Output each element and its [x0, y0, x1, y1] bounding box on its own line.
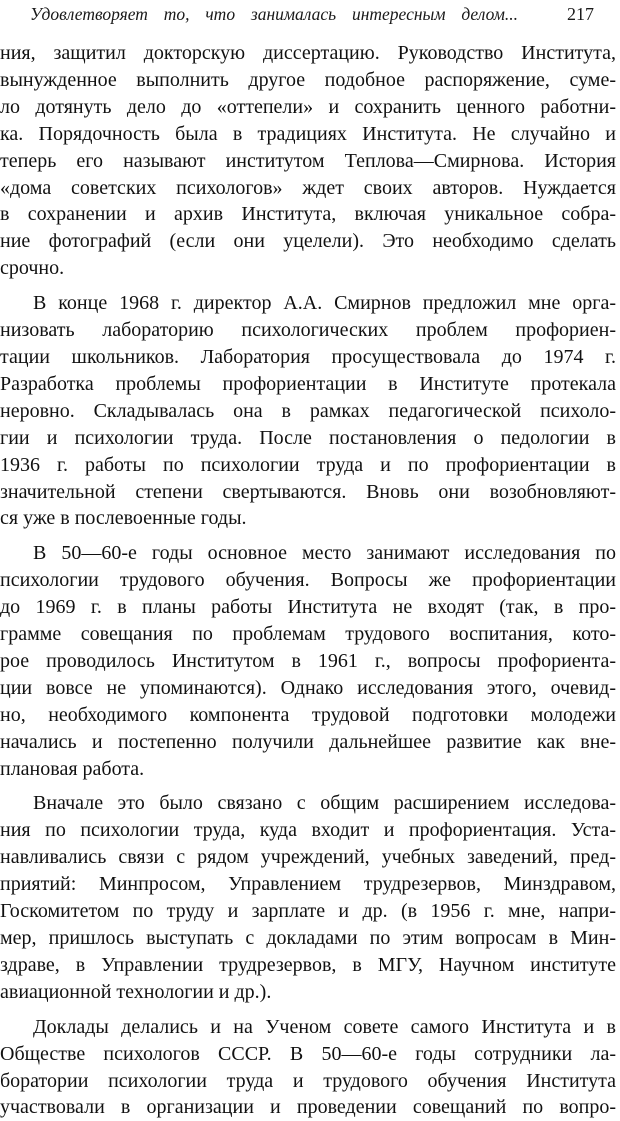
paragraph: [0, 40, 616, 282]
text-line: ка. Порядочность была в традициях Института. Не случайно и: [0, 122, 616, 145]
text-line: участвовали в организации и проведении совещаний по вопро-: [0, 1096, 616, 1119]
text-line: психологии трудового обучения. Вопросы же профориентации: [0, 569, 616, 592]
paragraph: [0, 790, 616, 1005]
text-line: Госкомитетом по труду и зарплате и др. (в 1956 г. мне, напри-: [0, 900, 616, 923]
text-line: тации школьников. Лаборатория просуществовала до 1974 г.: [0, 345, 616, 368]
text-line: «дома советских психологов» ждет своих авторов. Нуждается: [0, 176, 616, 199]
text-line: в сохранении и архив Института, включая уникальное собра-: [0, 203, 616, 226]
text-line: до 1969 г. в планы работы Института не входят (так, в про-: [0, 596, 616, 619]
text-line: мер, пришлось выступать с докладами по этим вопросам в Мин-: [0, 927, 616, 949]
text-line: ния, защитил докторскую диссертацию. Руководство Института,: [0, 42, 616, 64]
paragraph: [0, 1014, 616, 1121]
text-line: срочно.: [0, 257, 65, 280]
text-line: здраве, в Управлении трудрезервов, в МГУ, Научном институте: [0, 953, 616, 976]
text-line: начались и постепенно получили дальнейшее развитие как вне-: [0, 730, 616, 753]
text-line: В 50—60-е годы основное место занимают исследования по: [33, 542, 616, 565]
text-line: значительной степени свертываются. Вновь они возобновляют-: [0, 480, 616, 503]
text-line: приятий: Минпросом, Управлением трудрезервов, Минздравом,: [0, 873, 616, 896]
text-line: боратории психологии труда и трудового обучения Института: [0, 1069, 616, 1092]
running-head: [0, 2, 620, 32]
text-line: Разработка проблемы профориентации в Институте протекала: [0, 372, 616, 395]
text-line: грамме совещания по проблемам трудового воспитания, кото-: [0, 623, 616, 646]
text-line: Вначале это было связано с общим расширением исследова-: [33, 792, 616, 815]
text-line: рое проводилось Институтом в 1961 г., вопросы профориента-: [0, 649, 616, 672]
text-line: Доклады делались и на Ученом совете самого Института и в: [33, 1015, 616, 1038]
text-line: плановая работа.: [0, 757, 145, 780]
paragraph: [0, 540, 616, 782]
text-line: навливались связи с рядом учреждений, учебных заведений, пред-: [0, 846, 616, 869]
text-line: 1936 г. работы по психологии труда и по профориентации в: [0, 453, 616, 476]
page-number: 217: [567, 4, 594, 24]
text-line: гии и психологии труда. После постановления о педологии в: [0, 426, 616, 449]
paragraph: [0, 290, 616, 532]
text-line: В конце 1968 г. директор А.А. Смирнов предложил мне орга-: [33, 292, 616, 315]
body-text: [0, 40, 616, 1121]
text-line: ся уже в послевоенные годы.: [0, 507, 247, 530]
text-line: ние фотографий (если они уцелели). Это необходимо сделать: [0, 230, 616, 253]
running-title: Удовлетворяет то, что занималась интересным делом...: [30, 4, 518, 24]
text-line: теперь его называют институтом Теплова—Смирнова. История: [0, 149, 616, 172]
text-line: вынужденное выполнить другое подобное распоряжение, суме-: [0, 68, 616, 91]
text-line: низовать лабораторию психологических проблем профориен-: [0, 319, 616, 342]
text-line: авиационной технологии и др.).: [0, 980, 272, 1003]
text-line: но, необходимого компонента трудовой подготовки молодежи: [0, 703, 616, 726]
text-line: Обществе психологов СССР. В 50—60-е годы сотрудники ла-: [0, 1042, 616, 1065]
text-line: неровно. Складывалась она в рамках педагогической психоло-: [0, 399, 616, 422]
text-line: ния по психологии труда, куда входит и профориентация. Уста-: [0, 819, 616, 842]
text-line: ции вовсе не упоминаются). Однако исследования этого, очевид-: [0, 676, 616, 699]
text-line: ло дотянуть дело до «оттепели» и сохранить ценного работни-: [0, 95, 616, 118]
